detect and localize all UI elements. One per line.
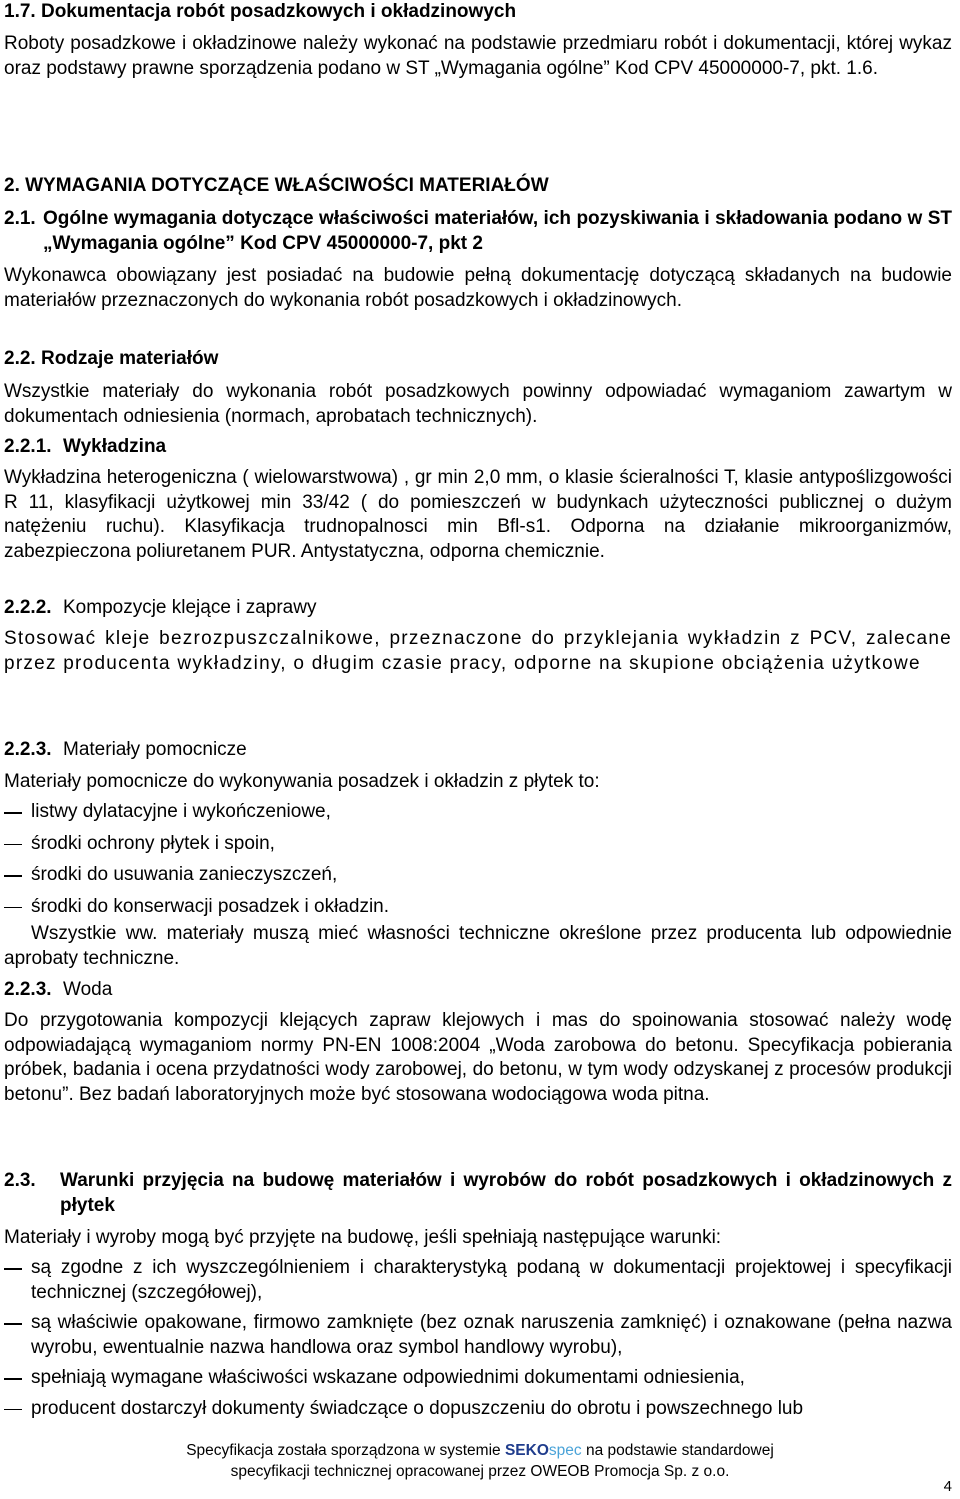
section-2-2-1-paragraph: Wykładzina heterogeniczna ( wielowarstwowa) , gr min 2,0 mm, o klasie ścieralności T, klasie antypoślizgowości R 11, klasyfikacji użytkowej min 33/42 ( do pomieszczeń w budynkach użyteczności publicznej o dużym natężeniu ruchu). Klasyfikacja trudnopalnosci min Bfl-s1. Odporna na działanie mikroorganizmów, zabezpieczona poliuretanem PUR. Antystatyczna, odporna chemicznie. [4,467,952,562]
list-item: są właściwie opakowane, firmowo zamknięte (bez oznak naruszenia zamknięć) i oznakowane (pełna nazwa wyrobu, ewentualnie nazwa handlowa oraz symbol handlowy wyrobu), [4,1311,952,1360]
dash-bullet-icon [4,812,22,814]
list-item: spełniają wymagane właściwości wskazane odpowiednimi dokumentami odniesienia, [4,1366,952,1391]
section-2-2-3-auxiliary-title: Materiały pomocnicze [63,739,247,760]
section-2-2-2-paragraph: Stosować kleje bezrozpuszczalnikowe, przeznaczone do przyklejania wykładzin z PCV, zalecane przez producenta wykładziny, o długim czasie pracy, odporne na skupione obciążenia użytkowe [4,628,952,674]
dash-bullet-icon [4,844,22,846]
section-2-1-number: 2.1. [4,208,36,229]
section-1-7-paragraph: Roboty posadzkowe i okładzinowe należy wykonać na podstawie przedmiaru robót i dokumentacji, której wykaz oraz podstawy prawne sporządzenia podano w ST „Wymagania ogólne” Kod CPV 45000000-7, pkt. 1.6. [4,33,952,79]
section-2-2-paragraph: Wszystkie materiały do wykonania robót posadzkowych powinny odpowiadać wymaganiom zawartym w dokumentach odniesienia (normach, aprobatach technicznych). [4,381,952,427]
auxiliary-materials-note: Wszystkie ww. materiały muszą mieć własności techniczne określone przez producenta lub odpowiednie aprobaty techniczne. [4,923,952,969]
page-number: 4 [943,1478,952,1495]
dash-bullet-icon [4,875,22,877]
section-2-3-number: 2.3. [4,1170,36,1191]
section-2-2-1-heading [4,435,166,460]
section-2-title: 2. WYMAGANIA DOTYCZĄCE WŁAŚCIWOŚCI MATERIAŁÓW [4,175,549,196]
list-item: producent dostarczył dokumenty świadczące o dopuszczeniu do obrotu i powszechnego lub [4,1397,952,1422]
section-2-2-2-heading [4,596,316,621]
footer-line-1: Specyfikacja została sporządzona w systemie SEKOspec na podstawie standardowej [186,1442,774,1459]
dash-bullet-icon [4,907,22,909]
dash-bullet-icon [4,1378,22,1380]
acceptance-conditions-intro: Materiały i wyroby mogą być przyjęte na budowę, jeśli spełniają następujące warunki: [4,1227,722,1248]
dash-bullet-icon [4,1268,22,1270]
section-1-7-title: 1.7. Dokumentacja robót posadzkowych i okładzinowych [4,1,517,22]
section-2-2-heading [4,347,218,372]
section-2-2-2-title: Kompozycje klejące i zaprawy [63,597,317,618]
sekospec-logo: SEKOspec [504,1442,582,1459]
section-2-1-paragraph: Wykonawca obowiązany jest posiadać na budowie pełną dokumentację dotyczącą składanych na budowie materiałów przeznaczonych do wykonania robót posadzkowych i okładzinowych. [4,265,952,311]
section-2-2-3-water-number: 2.2.3. [4,979,52,1000]
section-2-2-title: Rodzaje materiałów [40,348,219,369]
section-2-2-3-auxiliary-number: 2.2.3. [4,739,52,760]
dash-bullet-icon [4,1409,22,1411]
section-2-2-number: 2.2. [4,348,36,369]
list-item: listwy dylatacyjne i wykończeniowe, [4,800,952,825]
section-2-2-3-water-heading [4,978,112,1003]
section-2-2-1-title: Wykładzina [63,436,167,457]
list-item: środki do usuwania zanieczyszczeń, [4,863,952,888]
section-2-2-3-auxiliary-heading [4,738,247,763]
section-2-1-title: Ogólne wymagania dotyczące właściwości materiałów, ich pozyskiwania i składowania podano w ST „Wymagania ogólne” Kod CPV 45000000-7, pkt 2 [43,208,952,254]
auxiliary-materials-intro: Materiały pomocnicze do wykonywania posadzek i okładzin z płytek to: [4,771,600,792]
section-2-2-1-number: 2.2.1. [4,436,52,457]
page-footer [0,1440,960,1482]
list-item: są zgodne z ich wyszczególnieniem i charakterystyką podaną w dokumentacji projektowej i specyfikacji technicznej (szczegółowej), [4,1256,952,1305]
footer-line-2: specyfikacji technicznej opracowanej przez OWEOB Promocja Sp. z o.o. [230,1463,730,1480]
water-paragraph: Do przygotowania kompozycji klejących zapraw klejowych i mas do spoinowania stosować należy wodę odpowiadającą wymaganiom normy PN-EN 1008:2004 „Woda zarobowa do betonu. Specyfikacja pobierania próbek, badania i ocena przydatności wody zarobowej, do betonu, w tym wody odzyskanej z procesów produkcji betonu”. Bez badań laboratoryjnych może być stosowana wodociągowa woda pitna. [4,1010,952,1105]
section-2-2-2-number: 2.2.2. [4,597,52,618]
list-item: środki do konserwacji posadzek i okładzin. [4,895,952,920]
dash-bullet-icon [4,1323,22,1325]
section-2-1-heading [4,207,952,256]
acceptance-conditions-list [4,1256,952,1421]
auxiliary-materials-list [4,800,952,919]
section-2-2-3-water-title: Woda [63,979,113,1000]
section-2-3-heading [4,1169,952,1218]
list-item: środki ochrony płytek i spoin, [4,832,952,857]
section-2-3-title: Warunki przyjęcia na budowę materiałów i wyrobów do robót posadzkowych i okładzinowych z płytek [60,1170,952,1216]
